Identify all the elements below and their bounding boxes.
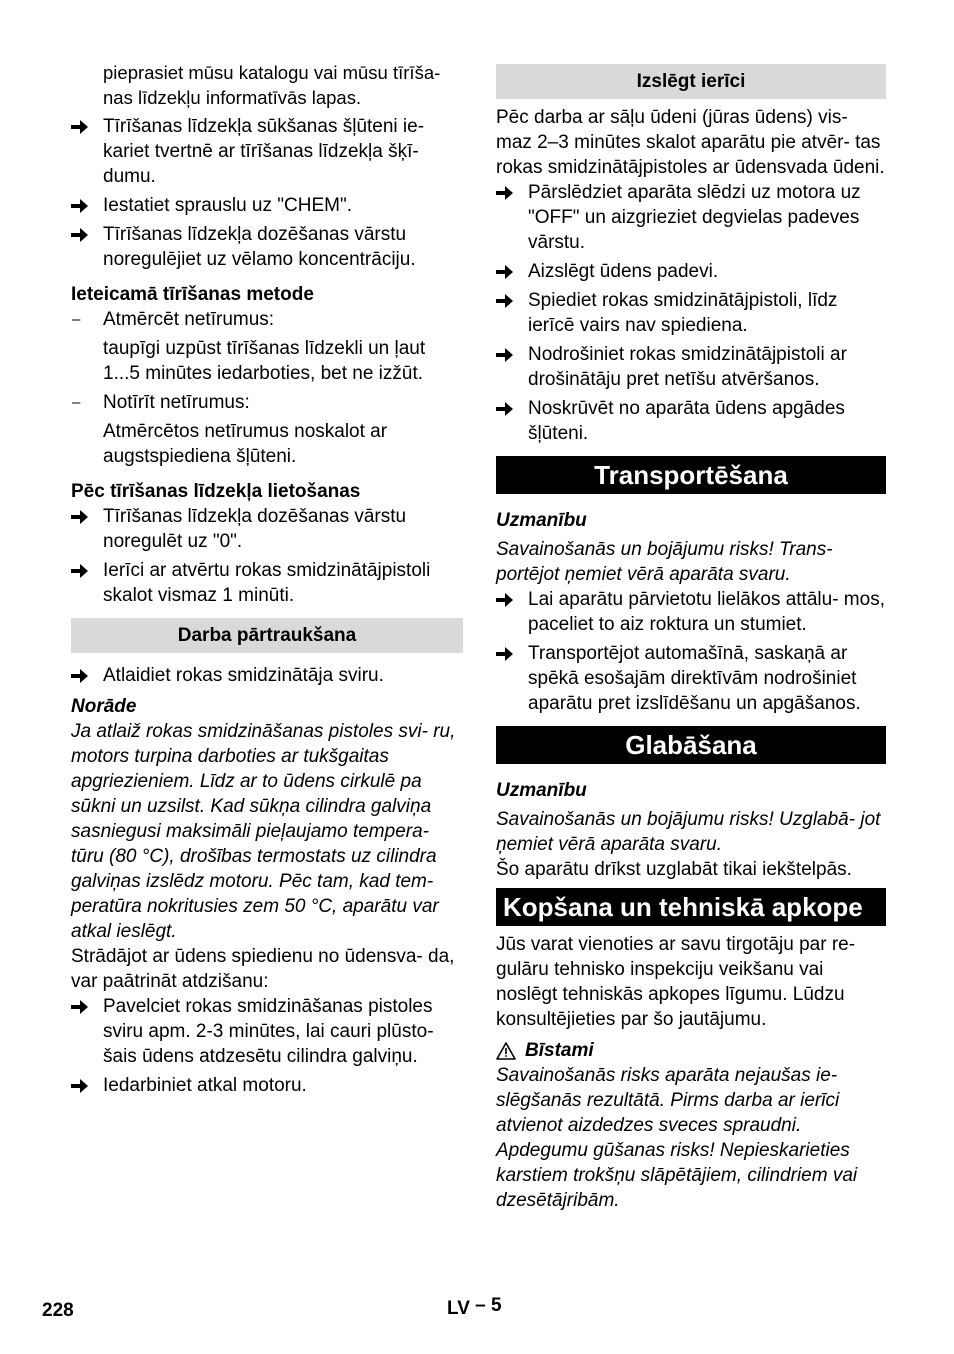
list-item [496,259,886,284]
arrow-right-icon [71,193,97,213]
list-item-text: Tīrīšanas līdzekļa sūkšanas šļūteni ie- kariet tvertnē ar tīrīšanas līdzekļa šķī- dumu. [103,116,425,187]
caution-text: Savainošanās un bojājumu risks! Uzglabā- jot ņemiet vērā aparāta svaru. [496,809,881,855]
list-item-text: Noskrūvēt no aparāta ūdens apgādes šļūteni. [528,398,845,444]
dash-item-text: Notīrīt netīrumus: [103,392,250,413]
list-item [496,180,886,255]
arrow-right-icon [71,994,97,1014]
arrow-right-icon [496,641,522,661]
arrow-right-icon [71,663,97,683]
list-item-text: Pārslēdziet aparāta slēdzi uz motora uz "OFF" un aizgrieziet degvielas padeves vārstu. [528,182,861,253]
list-item-text: Spiediet rokas smidzinātājpistoli, līdz ierīcē vairs nav spiediena. [528,290,838,336]
language-sub: – 5 [475,1295,502,1316]
caution-heading: Uzmanību [496,780,587,801]
list-item-text: Transportējot automašīnā, saskaņā ar spēkā esošajām direktīvām nodrošiniet aparātu pret izslīdēšanu un apgāšanos. [528,643,861,714]
arrow-right-icon [496,259,522,279]
section-heading-transport: Transportēšana [496,456,886,494]
list-item-text: Tīrīšanas līdzekļa dozēšanas vārstu noregulēt uz "0". [103,506,407,552]
list-item [71,193,463,218]
section-heading-storage: Glabāšana [496,726,886,764]
paragraph-storage: Šo aparātu drīkst uzglabāt tikai iekštelpās. [496,859,852,880]
list-item [496,587,886,637]
dash-icon: – [72,311,81,328]
arrow-right-icon [496,180,522,200]
list-item [71,663,463,688]
arrow-right-icon [71,558,97,578]
section-heading-interrupt: Darba pārtraukšana [71,618,463,653]
section-heading-switch-off: Izslēgt ierīci [496,64,886,99]
list-item-text: Iestatiet sprauslu uz "CHEM". [103,195,352,216]
list-item [71,114,463,189]
dash-item-text: Atmērcēt netīrumus: [103,309,275,330]
right-column [496,64,886,1213]
paragraph-switch-off: Pēc darba ar sāļu ūdeni (jūras ūdens) vis- maz 2–3 minūtes skalot aparātu pie atvēr- tas rokas smidzinātājpistoles ar ūdensvada ūdeni. [496,107,885,178]
dash-item [71,307,463,332]
list-item [496,288,886,338]
dash-item-description: Atmērcētos netīrumus noskalot ar augstspiediena šļūteni. [103,421,388,467]
list-item [496,396,886,446]
arrow-right-icon [496,288,522,308]
list-item-text: Aizslēgt ūdens padevi. [528,261,719,282]
danger-text: Savainošanās risks aparāta nejaušas ie- slēgšanās rezultātā. Pirms darba ar ierīci atvienot aizdedzes sveces spraudni. Apdegumu gūšanas risks! Nepieskarieties karstiem trokšņu slāpētājiem, cilindriem vai dzesētājribām. [496,1065,858,1211]
dash-icon: – [72,394,81,411]
language-code: LV [447,1298,470,1319]
arrow-right-icon [71,114,97,134]
note-heading: Norāde [71,696,137,717]
paragraph-cooling: Strādājot ar ūdens spiedienu no ūdensva- da, var paātrināt atdzišanu: [71,946,455,992]
list-item [496,641,886,716]
list-item-text: Atlaidiet rokas smidzinātāja sviru. [103,665,384,686]
arrow-right-icon [496,587,522,607]
left-column [71,60,463,1098]
dash-item [71,390,463,415]
list-item-text: Nodrošiniet rokas smidzinātājpistoli ar drošinātāju pret netīšu atvēršanos. [528,344,847,390]
caution-heading: Uzmanību [496,510,587,531]
section-heading-maintenance: Kopšana un tehniskā apkope [496,888,886,926]
warning-triangle-icon [496,1042,516,1060]
note-text: Ja atlaiž rokas smidzināšanas pistoles svi- ru, motors turpina darboties ar tukšgaitas apgriezieniem. Līdz ar to ūdens cirkulē pa sūkni un uzsilst. Kad sūkņa cilindra galviņa sasniegusi maksimāli pieļaujamo tempera- tūru (80 °C), drošības termostats uz cilindra galviņas izslēdz motoru. Pēc tam, kad tem- peratūra nokritusies zem 50 °C, aparātu var atkal ieslēgt. [71,721,456,942]
arrow-right-icon [71,222,97,242]
dash-item-description: taupīgi uzpūst tīrīšanas līdzekli un ļaut 1...5 minūtes iedarboties, bet ne izžūt. [103,338,426,384]
list-item-text: Pavelciet rokas smidzināšanas pistoles sviru apm. 2-3 minūtes, lai cauri plūsto- šais ūdens atdzesētu cilindra galviņu. [103,996,434,1067]
subheading-method: Ieteicamā tīrīšanas metode [71,284,314,305]
list-item [71,222,463,272]
list-item [71,994,463,1069]
footer-language [447,1296,502,1321]
list-item [71,558,463,608]
arrow-right-icon [71,504,97,524]
list-item [71,1073,463,1098]
list-item-text: Iedarbiniet atkal motoru. [103,1075,307,1096]
arrow-right-icon [496,396,522,416]
arrow-right-icon [496,342,522,362]
paragraph-maintenance: Jūs varat vienoties ar savu tirgotāju par re- gulāru tehnisko inspekciju veikšanu vai noslēgt tehniskās apkopes līgumu. Lūdzu konsultējieties par šo jautājumu. [496,934,856,1030]
paragraph-continued: pieprasiet mūsu katalogu vai mūsu tīrīša- nas līdzekļu informatīvās lapas. [103,62,441,108]
list-item [71,504,463,554]
subheading-after: Pēc tīrīšanas līdzekļa lietošanas [71,481,361,502]
caution-text: Savainošanās un bojājumu risks! Trans- portējot ņemiet vērā aparāta svaru. [496,539,833,585]
danger-heading: Bīstami [525,1040,594,1061]
list-item-text: Ierīci ar atvērtu rokas smidzinātājpistoli skalot vismaz 1 minūti. [103,560,431,606]
arrow-right-icon [71,1073,97,1093]
list-item [496,342,886,392]
danger-heading-row [496,1038,886,1063]
list-item-text: Tīrīšanas līdzekļa dozēšanas vārstu noregulējiet uz vēlamo koncentrāciju. [103,224,416,270]
list-item-text: Lai aparātu pārvietotu lielākos attālu- mos, paceliet to aiz roktura un stumiet. [528,589,885,635]
page-number: 228 [42,1300,74,1321]
